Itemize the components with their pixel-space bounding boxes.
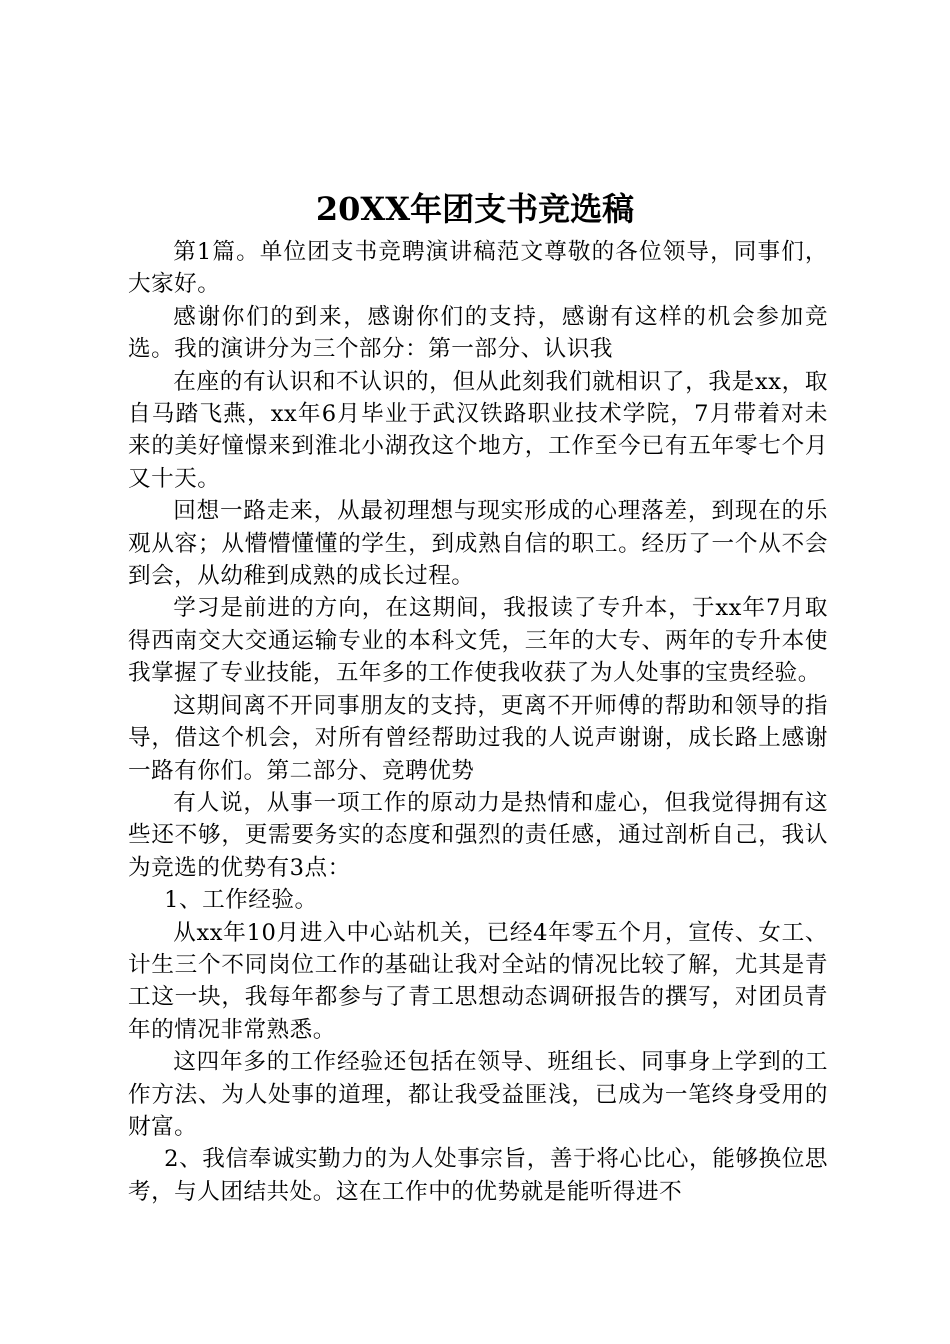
paragraph-8-heading: 1、工作经验。	[164, 887, 318, 914]
paragraph-7: 有人说，从事一项工作的原动力是热情和虚心，但我觉得拥有这些还不够，更需要务实的态度和强烈的责任感，通过剖析自己，我认为竞选的优势有3点：	[128, 789, 828, 881]
paragraph-11: 2、我信奉诚实勤力的为人处事宗旨，善于将心比心，能够换位思考，与人团结共处。这在工作中的优势就是能听得进不	[128, 1146, 828, 1205]
paragraph-9: 从xx年10月进入中心站机关，已经4年零五个月，宣传、女工、计生三个不同岗位工作的基础让我对全站的情况比较了解，尤其是青工这一块，我每年都参与了青工思想动态调研报告的撰写，对团员青年的情况非常熟悉。	[128, 919, 828, 1043]
paragraph-5: 学习是前进的方向，在这期间，我报读了专升本，于xx年7月取得西南交大交通运输专业的本科文凭，三年的大专、两年的专升本使我掌握了专业技能，五年多的工作使我收获了为人处事的宝贵经验。	[128, 595, 828, 687]
paragraph-4: 回想一路走来，从最初理想与现实形成的心理落差，到现在的乐观从容；从懵懵懂懂的学生，到成熟自信的职工。经历了一个从不会到会，从幼稚到成熟的成长过程。	[128, 498, 828, 590]
paragraph-1: 第1篇。单位团支书竞聘演讲稿范文尊敬的各位领导，同事们，大家好。	[128, 239, 828, 298]
paragraph-10: 这四年多的工作经验还包括在领导、班组长、同事身上学到的工作方法、为人处事的道理，都让我受益匪浅，已成为一笔终身受用的财富。	[128, 1049, 828, 1140]
paragraph-2: 感谢你们的到来，感谢你们的支持，感谢有这样的机会参加竞选。我的演讲分为三个部分：第一部分、认识我	[128, 303, 828, 363]
document-title: 20XX年团支书竞选稿	[315, 190, 635, 228]
document-body	[128, 236, 828, 1208]
paragraph-6: 这期间离不开同事朋友的支持，更离不开师傅的帮助和领导的指导，借这个机会，对所有曾经帮助过我的人说声谢谢，成长路上感谢一路有你们。第二部分、竞聘优势	[128, 692, 828, 784]
paragraph-3: 在座的有认识和不认识的，但从此刻我们就相识了，我是xx，取自马踏飞燕，xx年6月毕业于武汉铁路职业技术学院，7月带着对未来的美好憧憬来到淮北小湖孜这个地方，工作至今已有五年零七个月又十天。	[128, 368, 828, 492]
